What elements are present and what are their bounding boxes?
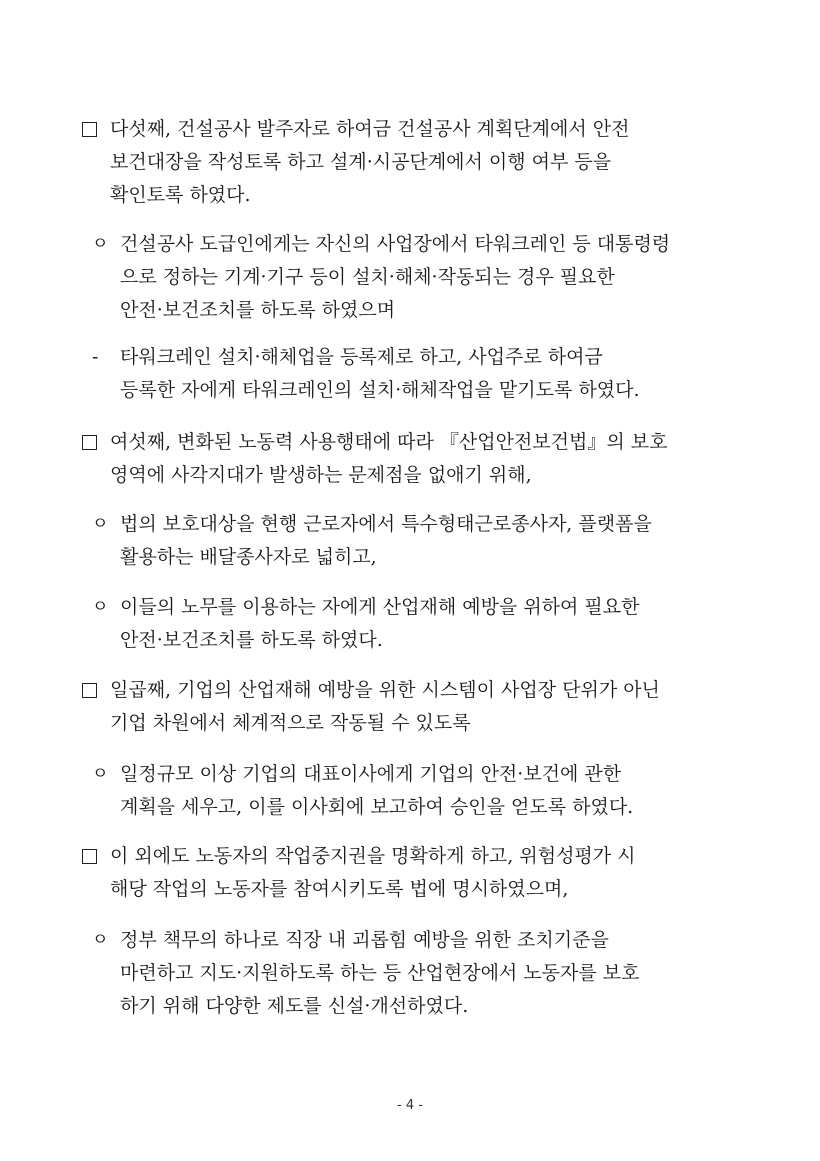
square-bullet-icon [82,849,97,864]
paragraph-line: 으로 정하는 기계·기구 등이 설치·해체·작동되는 경우 필요한 [120,266,615,288]
circle-bullet: ㅇ [92,764,109,784]
circle-bullet: ㅇ [92,597,109,617]
dash-bullet: - [92,346,99,368]
paragraph-line: 일정규모 이상 기업의 대표이사에게 기업의 안전·보건에 관한 [120,763,622,785]
paragraph-line: 안전·보건조치를 하도록 하였으며 [120,299,396,321]
circle-bullet: ㅇ [92,234,109,254]
paragraph-line: 활용하는 배달종사자로 넓히고, [120,546,377,568]
circle-bullet: ㅇ [92,514,109,534]
paragraph-line: 일곱째, 기업의 산업재해 예방을 위한 시스템이 사업장 단위가 아닌 [110,679,660,701]
paragraph-line: 이들의 노무를 이용하는 자에게 산업재해 예방을 위하여 필요한 [120,596,640,618]
square-bullet-icon [82,683,97,698]
paragraph-line: 정부 책무의 하나로 직장 내 괴롭힘 예방을 위한 조치기준을 [120,929,609,951]
paragraph-line: 건설공사 도급인에게는 자신의 사업장에서 타워크레인 등 대통령령 [120,233,671,255]
paragraph-line: 확인토록 하였다. [110,184,251,206]
paragraph-line: 기업 차원에서 체계적으로 작동될 수 있도록 [110,712,471,734]
paragraph-line: 법의 보호대상을 현행 근로자에서 특수형태근로종사자, 플랫폼을 [120,513,652,535]
paragraph-line: 타워크레인 설치·해체업을 등록제로 하고, 사업주로 하여금 [120,346,603,368]
paragraph-line: 보건대장을 작성토록 하고 설계·시공단계에서 이행 여부 등을 [110,151,612,173]
page-number: - 4 - [397,1098,423,1113]
paragraph-line: 해당 작업의 노동자를 참여시키도록 법에 명시하였으며, [110,878,569,900]
paragraph-line: 마련하고 지도·지원하도록 하는 등 산업현장에서 노동자를 보호 [120,962,640,984]
paragraph-line: 이 외에도 노동자의 작업중지권을 명확하게 하고, 위험성평가 시 [110,845,636,867]
paragraph-line: 여섯째, 변화된 노동력 사용행태에 따라 『산업안전보건법』의 보호 [110,431,668,453]
paragraph-line: 등록한 자에게 타워크레인의 설치·해체작업을 맡기도록 하였다. [120,379,640,401]
square-bullet-icon [82,435,97,450]
paragraph-line: 안전·보건조치를 하도록 하였다. [120,629,383,651]
circle-bullet: ㅇ [92,930,109,950]
paragraph-line: 하기 위해 다양한 제도를 신설·개선하였다. [120,995,469,1017]
square-bullet-icon [82,122,97,137]
paragraph-line: 영역에 사각지대가 발생하는 문제점을 없애기 위해, [110,464,532,486]
paragraph-line: 계획을 세우고, 이를 이사회에 보고하여 승인을 얻도록 하였다. [120,796,634,818]
paragraph-line: 다섯째, 건설공사 발주자로 하여금 건설공사 계획단계에서 안전 [110,118,630,140]
